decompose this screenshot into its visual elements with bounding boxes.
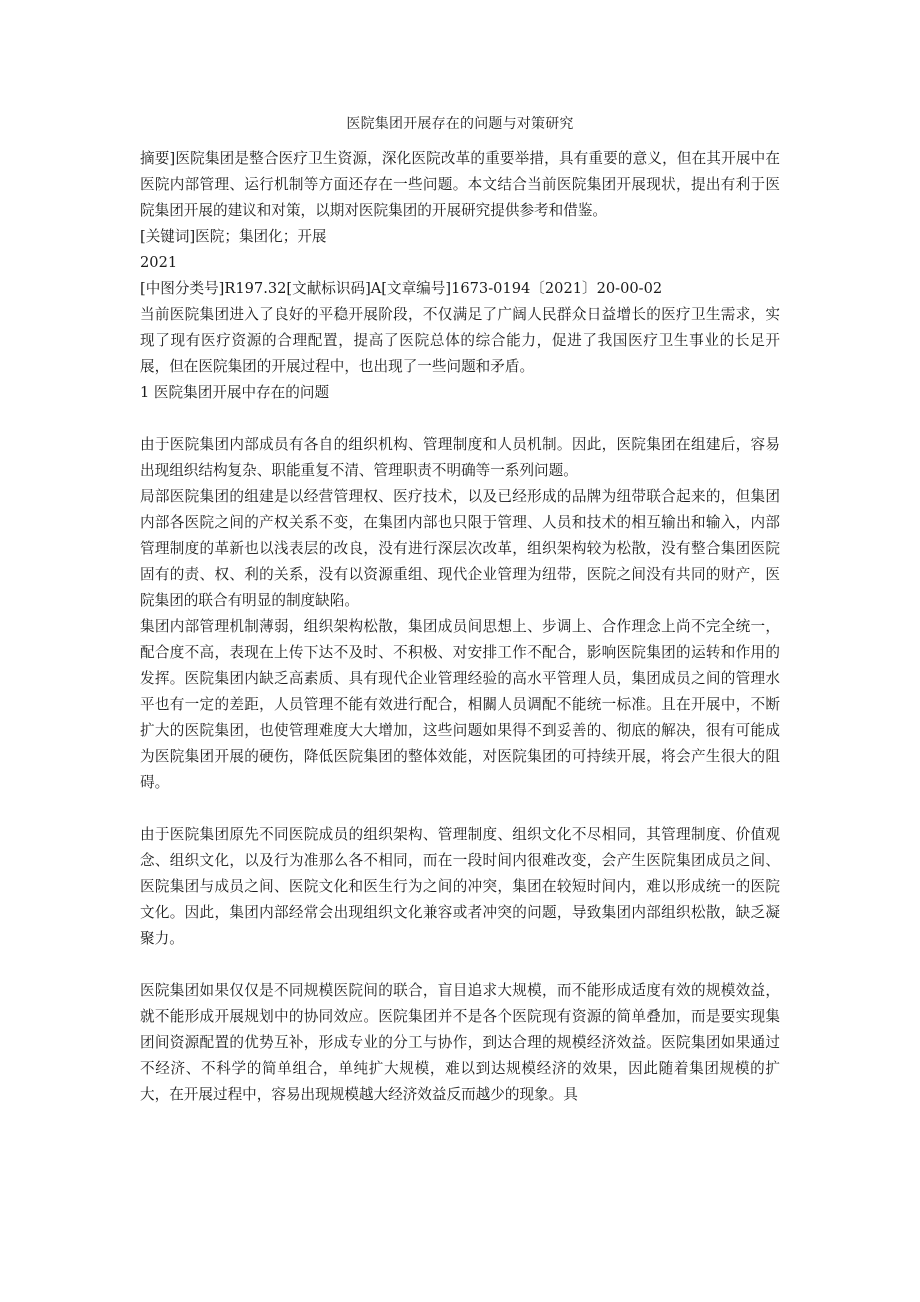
document-page <box>140 112 780 1108</box>
body-paragraph: 局部医院集团的组建是以经营管理权、医疗技术，以及已经形成的品牌为纽带联合起来的，但集团内部各医院之间的产权关系不变，在集团内部也只限于管理、人员和技术的相互输出和输入，内部管理制度的革新也以浅表层的改良，没有进行深层次改革，组织架构较为松散，没有整合集团医院固有的责、权、利的关系，没有以资源重组、现代企业管理为纽带，医院之间没有共同的财产，医院集团的联合有明显的制度缺陷。 <box>140 488 780 609</box>
body-paragraph: 医院集团如果仅仅是不同规模医院间的联合，盲目追求大规模，而不能形成适度有效的规模效益，就不能形成开展规划中的协同效应。医院集团并不是各个医院现有资源的简单叠加，而是要实现集团间资源配置的优势互补，形成专业的分工与协作，到达合理的规模经济效益。医院集团如果通过不经济、不科学的简单组合，单纯扩大规模，难以到达规模经济的效果，因此随着集团规模的扩大，在开展过程中，容易出现规模越大经济效益反而越少的现象。具 <box>140 982 780 1103</box>
body-paragraph: 由于医院集团内部成员有各自的组织机构、管理制度和人员机制。因此，医院集团在组建后，容易出现组织结构复杂、职能重复不清、管理职责不明确等一系列问题。 <box>140 436 780 479</box>
section-heading: 1 医院集团开展中存在的问题 <box>140 384 330 401</box>
year-line: 2021 <box>140 254 178 271</box>
classification-line: [中图分类号]R197.32[文献标识码]A[文章编号]1673-0194〔2021〕20-00-02 <box>140 280 663 297</box>
document-title: 医院集团开展存在的问题与对策研究 <box>346 116 574 132</box>
abstract-paragraph: 摘要]医院集团是整合医疗卫生资源，深化医院改革的重要举措，具有重要的意义，但在其开展中在医院内部管理、运行机制等方面还存在一些问题。本文结合当前医院集团开展现状，提出有利于医院集团开展的建议和对策，以期对医院集团的开展研究提供参考和借鉴。 <box>140 150 780 219</box>
blank-line <box>140 952 780 978</box>
keywords-line: [关键词]医院；集团化；开展 <box>140 228 327 245</box>
intro-paragraph: 当前医院集团进入了良好的平稳开展阶段，不仅满足了广阔人民群众日益增长的医疗卫生需求，实现了现有医疗资源的合理配置，提高了医院总体的综合能力，促进了我国医疗卫生事业的长足开展，但在医院集团的开展过程中，也出现了一些问题和矛盾。 <box>140 306 780 375</box>
blank-line <box>140 406 780 432</box>
blank-line <box>140 796 780 822</box>
body-paragraph: 集团内部管理机制薄弱，组织架构松散，集团成员间思想上、步调上、合作理念上尚不完全统一，配合度不高，表现在上传下达不及时、不积极、对安排工作不配合，影响医院集团的运转和作用的发挥。医院集团内缺乏高素质、具有现代企业管理经验的高水平管理人员，集团成员之间的管理水平也有一定的差距，人员管理不能有效进行配合，相關人员调配不能统一标准。且在开展中，不断扩大的医院集团，也使管理难度大大增加，这些问题如果得不到妥善的、彻底的解决，很有可能成为医院集团开展的硬伤，降低医院集团的整体效能，对医院集团的可持续开展，将会产生很大的阻碍。 <box>140 618 780 791</box>
body-paragraph: 由于医院集团原先不同医院成员的组织架构、管理制度、组织文化不尽相同，其管理制度、价值观念、组织文化，以及行为准那么各不相同，而在一段时间内很难改变，会产生医院集团成员之间、医院集团与成员之间、医院文化和医生行为之间的冲突，集团在较短时间内，难以形成统一的医院文化。因此，集团内部经常会出现组织文化兼容或者冲突的问题，导致集团内部组织松散，缺乏凝聚力。 <box>140 826 780 947</box>
